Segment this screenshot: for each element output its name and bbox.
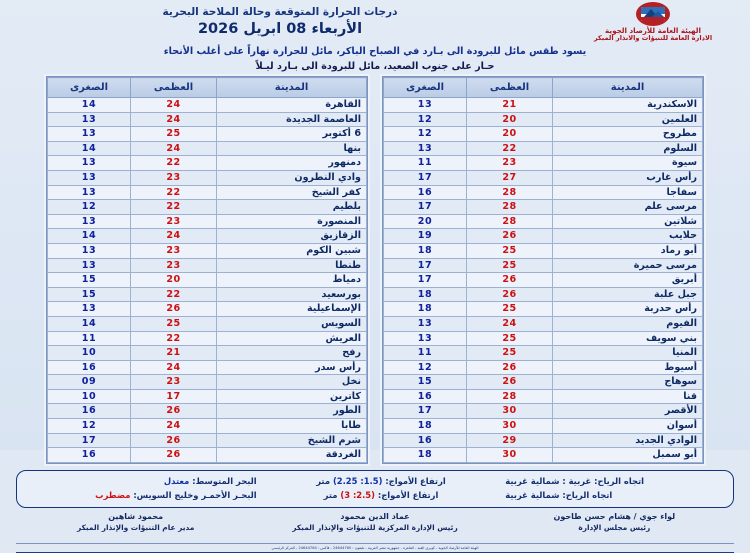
cell-city: مرسى حميرة — [553, 258, 703, 273]
cell-max-temp: 26 — [466, 375, 552, 390]
red-sea-state — [27, 489, 257, 503]
marine-conditions-box — [16, 470, 734, 508]
cell-city: شبين الكوم — [217, 243, 367, 258]
cell-max-temp: 20 — [130, 273, 216, 288]
cell-max-temp: 25 — [466, 243, 552, 258]
cell-city: شلاتين — [553, 214, 703, 229]
cell-min-temp: 20 — [384, 214, 467, 229]
organization-department: الادارة العامة للتنبؤات والانذار المبكر — [593, 33, 713, 42]
cell-city: نخل — [217, 375, 367, 390]
cell-city: سفاجا — [553, 185, 703, 200]
cell-max-temp: 22 — [130, 287, 216, 302]
summary-line-1: يسود طقس مائل للبرودة الى بـارد في الصباح الباكر، مائل للحرارة نهاراً على أغلب الأنحاء — [163, 46, 587, 57]
cell-max-temp: 23 — [130, 214, 216, 229]
cell-city: رفح — [217, 346, 367, 361]
signatory-name: محمود شاهين — [108, 511, 164, 521]
column-header-max: العظمى — [130, 78, 216, 98]
cell-city: رأس حدربة — [553, 302, 703, 317]
table-row — [384, 185, 703, 200]
cell-city: شرم الشيخ — [217, 433, 367, 448]
cell-max-temp: 22 — [466, 141, 552, 156]
cell-min-temp: 18 — [384, 448, 467, 463]
cell-max-temp: 22 — [130, 156, 216, 171]
signatory-name: لواء جوي / هشام حسن طاحون — [553, 511, 676, 521]
table-row — [384, 229, 703, 244]
table-row — [48, 302, 367, 317]
cell-max-temp: 24 — [130, 419, 216, 434]
title-block — [0, 6, 560, 37]
table-row — [384, 156, 703, 171]
cell-city: رأس غارب — [553, 170, 703, 185]
table-row — [48, 141, 367, 156]
cell-max-temp: 22 — [130, 185, 216, 200]
cell-city: مرسى علم — [553, 200, 703, 215]
cell-max-temp: 26 — [466, 360, 552, 375]
table-row — [384, 170, 703, 185]
table-row — [384, 200, 703, 215]
table-row — [48, 200, 367, 215]
cell-min-temp: 18 — [384, 302, 467, 317]
table-row — [48, 214, 367, 229]
cell-min-temp: 14 — [48, 229, 131, 244]
cell-max-temp: 26 — [466, 229, 552, 244]
table-row — [48, 258, 367, 273]
cell-city: الغردقة — [217, 448, 367, 463]
table-row — [384, 404, 703, 419]
cell-min-temp: 10 — [48, 346, 131, 361]
wave-label-1: ارتفاع الأمواج: — [385, 475, 446, 486]
forecast-date: الأربعاء 08 ابريل 2026 — [197, 21, 363, 37]
cell-city: السلوم — [553, 141, 703, 156]
cell-city: بورسعيد — [217, 287, 367, 302]
cell-max-temp: 22 — [130, 200, 216, 215]
table-row — [48, 98, 367, 113]
cell-max-temp: 17 — [130, 389, 216, 404]
cell-min-temp: 17 — [48, 433, 131, 448]
cell-min-temp: 15 — [384, 375, 467, 390]
table-row — [48, 156, 367, 171]
cell-max-temp: 25 — [466, 346, 552, 361]
cell-max-temp: 22 — [130, 331, 216, 346]
cell-city: بنها — [217, 141, 367, 156]
cell-min-temp: 19 — [384, 229, 467, 244]
cell-city: جبل علبة — [553, 287, 703, 302]
table-header-row — [384, 78, 703, 98]
temperature-table-right — [46, 76, 368, 464]
cell-max-temp: 26 — [130, 433, 216, 448]
column-header-city: المدينة — [553, 78, 703, 98]
cell-min-temp: 18 — [384, 243, 467, 258]
cell-max-temp: 26 — [466, 287, 552, 302]
cell-max-temp: 23 — [130, 170, 216, 185]
sea-state-column — [27, 475, 263, 503]
signature-block — [255, 512, 494, 533]
cell-min-temp: 13 — [48, 170, 131, 185]
organization-name: الهيئة العامة للأرصاد الجوية — [605, 26, 701, 35]
temperature-table-left — [382, 76, 704, 464]
cell-min-temp: 13 — [48, 156, 131, 171]
wind-direction-2: اتجاه الرياح: شمالية غربية — [505, 489, 613, 500]
table-row — [384, 141, 703, 156]
cell-max-temp: 25 — [466, 302, 552, 317]
cell-min-temp: 13 — [48, 258, 131, 273]
cell-max-temp: 24 — [466, 316, 552, 331]
cell-city: السويس — [217, 316, 367, 331]
table-row — [384, 243, 703, 258]
cell-min-temp: 13 — [48, 127, 131, 142]
cell-min-temp: 14 — [48, 316, 131, 331]
cell-max-temp: 24 — [130, 360, 216, 375]
table-row — [48, 419, 367, 434]
red-sea-wave-height — [263, 489, 500, 503]
cell-city: الاسكندرية — [553, 98, 703, 113]
wind-direction-1: اتجاه الرياح: غربية : شمالية غربية — [505, 475, 645, 486]
cell-max-temp: 24 — [130, 98, 216, 113]
wind-direction-column — [499, 475, 735, 503]
contact-fine-print: الهيئة العامة للأرصاد الجوية - كوبري القبة - القاهرة - جمهورية مصر العربية - تليفون : 24644760 - فاكس : 24644764 - المركز الرئيسي — [16, 543, 734, 550]
table-row — [384, 316, 703, 331]
bottom-divider — [16, 552, 734, 553]
cell-max-temp: 25 — [130, 127, 216, 142]
table-row — [48, 170, 367, 185]
page-footer — [0, 508, 750, 550]
cell-min-temp: 11 — [384, 156, 467, 171]
cell-city: طنطا — [217, 258, 367, 273]
cell-min-temp: 13 — [48, 214, 131, 229]
table-row — [48, 229, 367, 244]
table-row — [384, 302, 703, 317]
table-row — [48, 243, 367, 258]
cell-max-temp: 26 — [130, 448, 216, 463]
table-row — [48, 273, 367, 288]
mediterranean-sea-state — [27, 475, 257, 489]
cell-min-temp: 14 — [48, 141, 131, 156]
table-row — [384, 375, 703, 390]
cell-city: القاهرة — [217, 98, 367, 113]
cell-min-temp: 17 — [384, 258, 467, 273]
cell-min-temp: 11 — [384, 346, 467, 361]
cell-city: العاصمة الجديدة — [217, 112, 367, 127]
cell-max-temp: 30 — [466, 419, 552, 434]
cell-city: دمياط — [217, 273, 367, 288]
cell-max-temp: 24 — [130, 112, 216, 127]
cell-city: الطور — [217, 404, 367, 419]
cell-city: 6 أكتوبر — [217, 127, 367, 142]
egypt-met-authority-logo-icon — [636, 2, 670, 26]
cell-max-temp: 29 — [466, 433, 552, 448]
cell-max-temp: 28 — [466, 185, 552, 200]
cell-city: طابا — [217, 419, 367, 434]
mediterranean-wave-height — [263, 475, 500, 489]
signatory-role: مدير عام التنبؤات والإنذار المبكر — [77, 522, 195, 532]
cell-min-temp: 12 — [384, 360, 467, 375]
cell-max-temp: 26 — [130, 302, 216, 317]
signature-block — [495, 512, 734, 533]
signature-row — [16, 512, 734, 533]
table-row — [48, 112, 367, 127]
table-row — [48, 389, 367, 404]
cell-city: كاترين — [217, 389, 367, 404]
signatory-name: عماد الدين محمود — [340, 511, 410, 521]
red-sea-label: البحـر الأحمـر وخليج السويس: — [133, 489, 257, 500]
cell-min-temp: 12 — [384, 112, 467, 127]
signatory-role: رئيس الإدارة المركزية للتنبؤات والإنذار المبكر — [292, 522, 458, 532]
wave-value-1: (1.5: 2.25) — [332, 475, 383, 486]
table-row — [384, 112, 703, 127]
cell-max-temp: 26 — [466, 273, 552, 288]
summary-line-2: حـار على جنوب الصعيد، مائل للبرودة الى بـارد ليـلاً — [255, 60, 495, 72]
cell-city: كفر الشيخ — [217, 185, 367, 200]
cell-max-temp: 23 — [130, 258, 216, 273]
weather-summary — [0, 45, 750, 75]
table-row — [384, 360, 703, 375]
temperature-tables — [0, 76, 750, 464]
table-row — [384, 389, 703, 404]
cell-min-temp: 16 — [48, 404, 131, 419]
cell-max-temp: 25 — [466, 258, 552, 273]
cell-city: مطروح — [553, 127, 703, 142]
table-row — [48, 316, 367, 331]
signature-block — [16, 512, 255, 533]
table-header-row — [48, 78, 367, 98]
cell-min-temp: 16 — [384, 389, 467, 404]
wave-height-column — [263, 475, 500, 503]
page-header — [0, 0, 750, 76]
cell-max-temp: 28 — [466, 214, 552, 229]
cell-city: أسوان — [553, 419, 703, 434]
cell-city: العلمين — [553, 112, 703, 127]
mediterranean-state-value: معتدل — [163, 475, 190, 486]
cell-min-temp: 12 — [48, 419, 131, 434]
table-row — [48, 185, 367, 200]
cell-min-temp: 13 — [384, 141, 467, 156]
cell-min-temp: 16 — [384, 433, 467, 448]
cell-min-temp: 13 — [48, 243, 131, 258]
cell-min-temp: 11 — [48, 331, 131, 346]
cell-max-temp: 28 — [466, 200, 552, 215]
cell-min-temp: 18 — [384, 419, 467, 434]
cell-city: الإسماعيلية — [217, 302, 367, 317]
table-row — [48, 375, 367, 390]
cell-max-temp: 20 — [466, 127, 552, 142]
cell-min-temp: 12 — [48, 200, 131, 215]
table-row — [48, 346, 367, 361]
cell-city: حلايب — [553, 229, 703, 244]
cell-max-temp: 23 — [466, 156, 552, 171]
cell-min-temp: 13 — [384, 331, 467, 346]
cell-max-temp: 24 — [130, 141, 216, 156]
wave-unit-1: متر — [316, 475, 331, 486]
cell-min-temp: 13 — [48, 302, 131, 317]
cell-min-temp: 15 — [48, 273, 131, 288]
cell-city: الفيوم — [553, 316, 703, 331]
cell-city: رأس سدر — [217, 360, 367, 375]
wave-label-2: ارتفاع الأمواج: — [377, 489, 439, 500]
cell-min-temp: 13 — [384, 316, 467, 331]
cell-min-temp: 17 — [384, 404, 467, 419]
cell-city: قنا — [553, 389, 703, 404]
cell-max-temp: 27 — [466, 170, 552, 185]
page-title: درجات الحرارة المتوقعة وحالة الملاحة البحرية — [162, 6, 398, 18]
cell-max-temp: 24 — [130, 229, 216, 244]
table-row — [48, 433, 367, 448]
cell-min-temp: 10 — [48, 389, 131, 404]
cell-max-temp: 23 — [130, 243, 216, 258]
table-row — [384, 214, 703, 229]
cell-min-temp: 17 — [384, 273, 467, 288]
cell-min-temp: 13 — [384, 98, 467, 113]
organization-logo-block — [562, 2, 744, 41]
cell-min-temp: 16 — [48, 448, 131, 463]
cell-city: وادي النطرون — [217, 170, 367, 185]
wave-value-2: (2.5: 3) — [340, 489, 375, 500]
cell-city: بني سويف — [553, 331, 703, 346]
cell-city: أبو رماد — [553, 243, 703, 258]
table-row — [384, 419, 703, 434]
cell-min-temp: 18 — [384, 287, 467, 302]
cell-max-temp: 21 — [130, 346, 216, 361]
cell-min-temp: 12 — [384, 127, 467, 142]
cell-min-temp: 17 — [384, 170, 467, 185]
column-header-min: الصغرى — [384, 78, 467, 98]
cell-city: دمنهور — [217, 156, 367, 171]
cell-min-temp: 09 — [48, 375, 131, 390]
cell-min-temp: 13 — [48, 185, 131, 200]
column-header-min: الصغرى — [48, 78, 131, 98]
cell-city: أبريق — [553, 273, 703, 288]
table-row — [48, 331, 367, 346]
table-row — [384, 258, 703, 273]
cell-min-temp: 17 — [384, 200, 467, 215]
cell-city: الأقصر — [553, 404, 703, 419]
table-row — [384, 346, 703, 361]
signatory-role: رئيس مجلس الإدارة — [578, 522, 651, 532]
cell-city: بلطيم — [217, 200, 367, 215]
cell-city: العريش — [217, 331, 367, 346]
cell-city: أبو سمبل — [553, 448, 703, 463]
red-sea-state-value: مضطرب — [95, 489, 131, 500]
table-row — [384, 331, 703, 346]
column-header-max: العظمى — [466, 78, 552, 98]
table-row — [48, 127, 367, 142]
cell-max-temp: 28 — [466, 389, 552, 404]
cell-city: الزقازيق — [217, 229, 367, 244]
table-row — [48, 404, 367, 419]
mediterranean-label: البحر المتوسط: — [192, 475, 257, 486]
cell-min-temp: 14 — [48, 98, 131, 113]
table-row — [384, 127, 703, 142]
cell-city: سوهاج — [553, 375, 703, 390]
column-header-city: المدينة — [217, 78, 367, 98]
cell-max-temp: 30 — [466, 404, 552, 419]
cell-max-temp: 21 — [466, 98, 552, 113]
table-row — [384, 273, 703, 288]
cell-max-temp: 25 — [466, 331, 552, 346]
table-row — [48, 360, 367, 375]
cell-min-temp: 13 — [48, 112, 131, 127]
cell-city: المنيا — [553, 346, 703, 361]
table-row — [384, 433, 703, 448]
cell-max-temp: 26 — [130, 404, 216, 419]
cell-city: أسيوط — [553, 360, 703, 375]
cell-min-temp: 16 — [48, 360, 131, 375]
cell-max-temp: 30 — [466, 448, 552, 463]
cell-city: المنصورة — [217, 214, 367, 229]
cell-max-temp: 23 — [130, 375, 216, 390]
cell-city: سيوة — [553, 156, 703, 171]
cell-city: الوادي الجديد — [553, 433, 703, 448]
cell-min-temp: 16 — [384, 185, 467, 200]
cell-max-temp: 20 — [466, 112, 552, 127]
table-row — [384, 287, 703, 302]
wave-unit-2: متر — [323, 489, 338, 500]
cell-max-temp: 25 — [130, 316, 216, 331]
table-row — [48, 287, 367, 302]
table-row — [384, 98, 703, 113]
cell-min-temp: 15 — [48, 287, 131, 302]
